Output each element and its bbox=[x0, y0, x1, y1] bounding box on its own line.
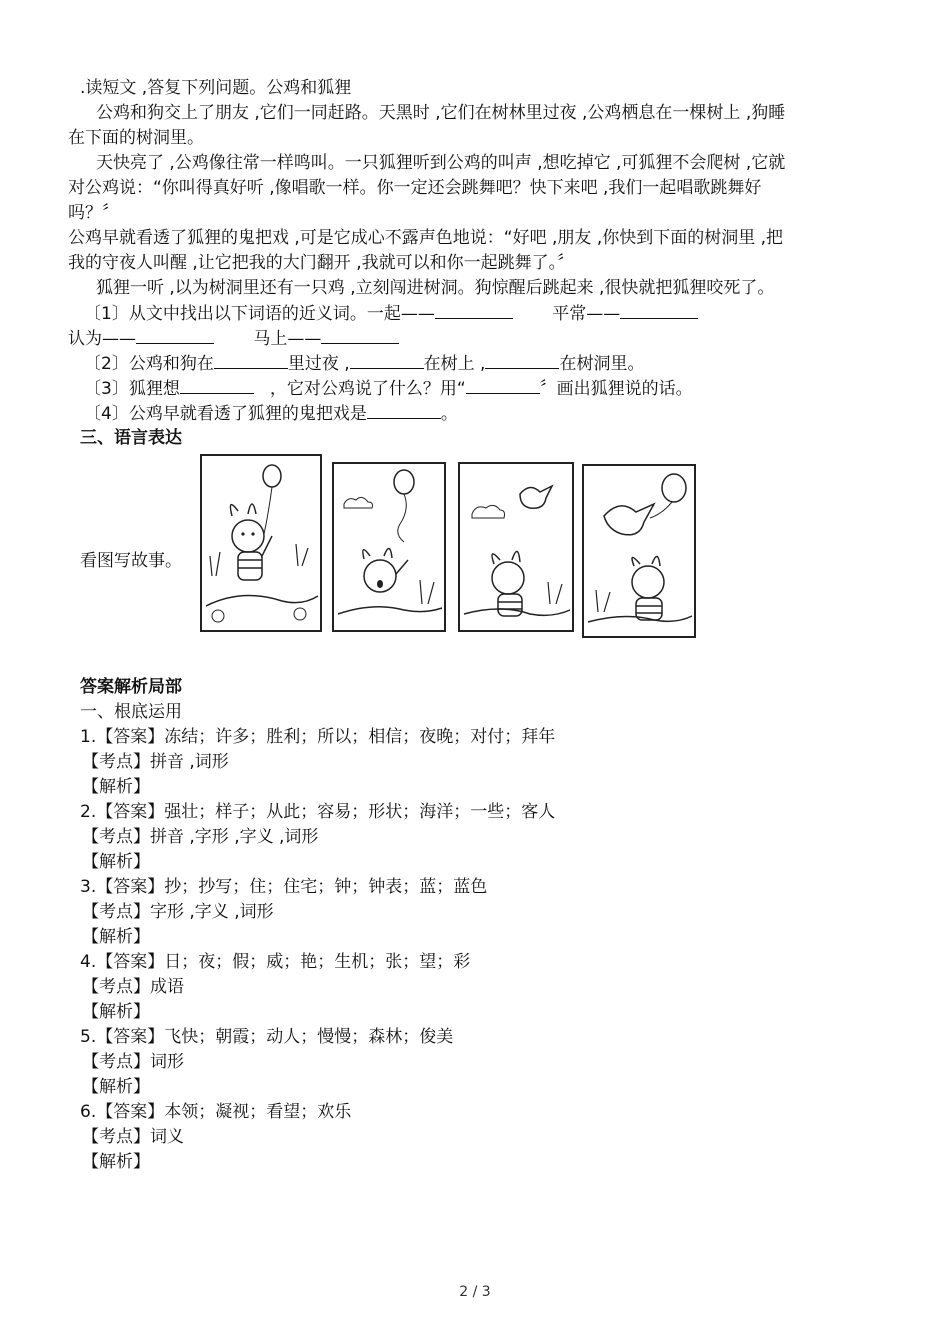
question-text: 在树洞里。 bbox=[559, 354, 645, 374]
answer-blank[interactable] bbox=[214, 351, 288, 369]
answer-line: 1.【答案】冻结；许多；胜利；所以；相信；夜晚；对付；拜年 bbox=[80, 727, 556, 747]
question-text: 〔3〕狐狸想 bbox=[84, 379, 180, 399]
passage-line: 我的守夜人叫醒 ,让它把我的大门翻开 ,我就可以和你一起跳舞了。〞 bbox=[68, 253, 575, 273]
answer-blank[interactable] bbox=[180, 376, 254, 394]
passage-line: 公鸡早就看透了狐狸的鬼把戏 ,可是它成心不露声色地说：“好吧 ,朋友 ,你快到下面的树洞里 ,把 bbox=[68, 228, 784, 248]
passage-line: 天快亮了 ,公鸡像往常一样鸣叫。一只狐狸听到公鸡的叫声 ,想吃掉它 ,可狐狸不会爬树 ,它就 bbox=[96, 153, 786, 173]
balloon-flying-away-illustration bbox=[334, 464, 444, 630]
analysis-line: 【解析】 bbox=[82, 1077, 150, 1097]
question-1-line-1 bbox=[84, 301, 698, 325]
question-text: 。 bbox=[440, 404, 458, 424]
question-text: 〔2〕公鸡和狗在 bbox=[84, 354, 214, 374]
answer-blank[interactable] bbox=[136, 326, 214, 344]
question-1-line-2 bbox=[68, 326, 399, 350]
answer-blank[interactable] bbox=[350, 351, 424, 369]
question-text: 认为—— bbox=[68, 329, 136, 349]
reading-intro: .读短文 ,答复下列问题。公鸡和狐狸 bbox=[80, 78, 352, 98]
question-text: 在树上 , bbox=[423, 354, 486, 374]
answer-line: 6.【答案】本领；凝视；看望；欢乐 bbox=[80, 1102, 352, 1122]
answer-line: 3.【答案】抄；抄写；住；住宅；钟；钟表；蓝；蓝色 bbox=[80, 877, 488, 897]
bird-returning-balloon-illustration bbox=[584, 466, 694, 636]
passage-line: 公鸡和狗交上了朋友 ,它们一同赶路。天黑时 ,它们在树林里过夜 ,公鸡栖息在一棵树上 ,狗睡 bbox=[96, 103, 786, 123]
knowledge-point-line: 【考点】词形 bbox=[82, 1052, 184, 1072]
story-panel-1 bbox=[200, 454, 322, 632]
knowledge-point-line: 【考点】成语 bbox=[82, 977, 184, 997]
answer-line: 5.【答案】飞快；朝霞；动人；慢慢；森林；俊美 bbox=[80, 1027, 454, 1047]
analysis-line: 【解析】 bbox=[82, 777, 150, 797]
question-text: 马上—— bbox=[253, 329, 322, 349]
question-3 bbox=[84, 376, 693, 400]
page-number: 2 / 3 bbox=[459, 1284, 491, 1300]
answer-blank[interactable] bbox=[620, 301, 698, 319]
analysis-line: 【解析】 bbox=[82, 852, 150, 872]
answer-blank[interactable] bbox=[485, 351, 559, 369]
analysis-line: 【解析】 bbox=[82, 1152, 150, 1172]
answers-part-title: 一、根底运用 bbox=[80, 702, 182, 722]
section-heading: 三、语言表达 bbox=[80, 428, 182, 448]
passage-line: 狐狸一听 ,以为树洞里还有一只鸡 ,立刻闯进树洞。狗惊醒后跳起来 ,很快就把狐狸咬死了。 bbox=[96, 278, 775, 298]
passage-line: 对公鸡说：“你叫得真好听 ,像唱歌一样。你一定还会跳舞吧？快下来吧 ,我们一起唱歌跳舞好 bbox=[68, 178, 762, 198]
question-text: 平常—— bbox=[552, 304, 621, 324]
knowledge-point-line: 【考点】词义 bbox=[82, 1127, 184, 1147]
question-text: 〞画出狐狸说的话。 bbox=[539, 379, 693, 399]
passage-line: 吗？〞 bbox=[68, 203, 119, 223]
analysis-line: 【解析】 bbox=[82, 927, 150, 947]
rabbit-holding-balloon-illustration bbox=[202, 456, 320, 630]
answers-heading: 答案解析局部 bbox=[80, 677, 182, 697]
answer-blank[interactable] bbox=[466, 376, 540, 394]
answer-line: 2.【答案】强壮；样子；从此；容易；形状；海洋；一些；客人 bbox=[80, 802, 556, 822]
writing-prompt: 看图写故事。 bbox=[80, 551, 182, 571]
answer-blank[interactable] bbox=[435, 301, 513, 319]
knowledge-point-line: 【考点】字形 ,字义 ,词形 bbox=[82, 902, 274, 922]
answer-blank[interactable] bbox=[321, 326, 399, 344]
knowledge-point-line: 【考点】拼音 ,词形 bbox=[82, 752, 229, 772]
passage-line: 在下面的树洞里。 bbox=[68, 128, 204, 148]
story-panel-3 bbox=[458, 462, 574, 632]
knowledge-point-line: 【考点】拼音 ,字形 ,字义 ,词形 bbox=[82, 827, 319, 847]
answer-line: 4.【答案】日；夜；假；威；艳；生机；张；望；彩 bbox=[80, 952, 471, 972]
analysis-line: 【解析】 bbox=[82, 1002, 150, 1022]
story-panel-2 bbox=[332, 462, 446, 632]
answer-blank[interactable] bbox=[367, 401, 441, 419]
question-2 bbox=[84, 351, 644, 375]
question-4 bbox=[84, 401, 458, 425]
story-panel-4 bbox=[582, 464, 696, 638]
question-text: ，它对公鸡说了什么？用“ bbox=[269, 379, 466, 399]
bird-and-crying-rabbit-illustration bbox=[460, 464, 572, 630]
question-text: 里过夜 , bbox=[287, 354, 350, 374]
question-text: 〔4〕公鸡早就看透了狐狸的鬼把戏是 bbox=[84, 404, 367, 424]
question-text: 〔1〕从文中找出以下词语的近义词。一起—— bbox=[84, 304, 435, 324]
